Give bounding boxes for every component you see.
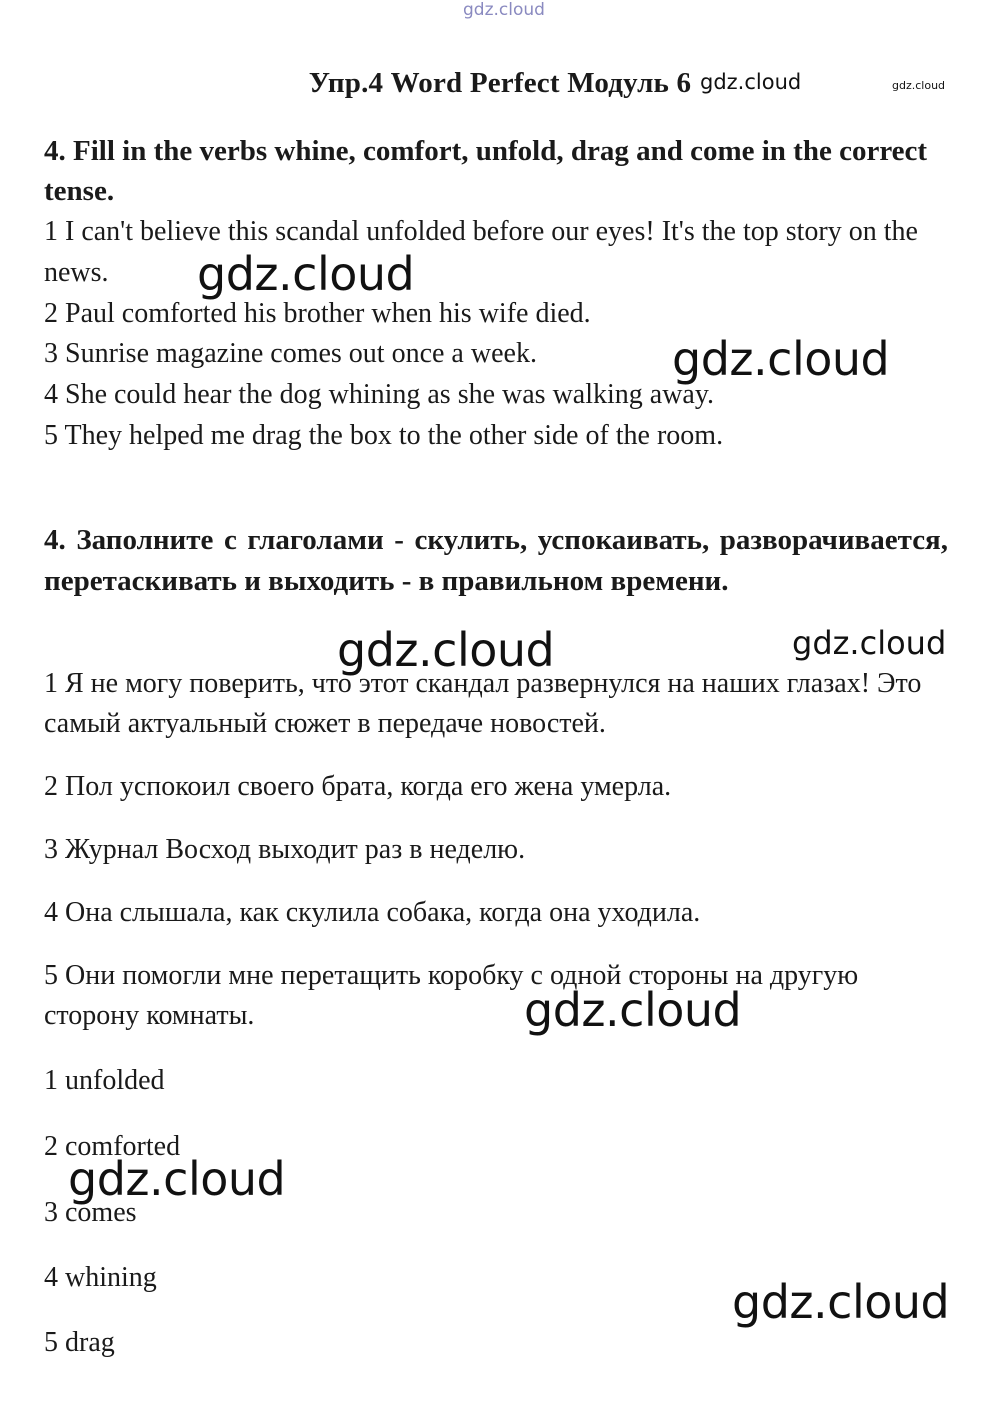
watermark: gdz.cloud bbox=[672, 332, 890, 386]
answer-2: 2 comforted bbox=[44, 1131, 181, 1162]
exercise-heading-ru: 4. Заполните с глаголами - скулить, успокаивать, разворачивается, перетаскивать и выходить - в правильном времени. bbox=[44, 524, 948, 597]
sentence-ru-5: 5 Они помогли мне перетащить коробку с одной стороны на другую сторону комнаты. bbox=[44, 960, 859, 1031]
sentence-en-1: 1 I can't believe this scandal unfolded before our eyes! It's the top story on the news. bbox=[44, 216, 918, 288]
sentence-en-3: 3 Sunrise magazine comes out once a week. bbox=[44, 338, 537, 370]
page-title: Упр.4 Word Perfect Модуль 6 bbox=[308, 67, 692, 99]
watermark: gdz.cloud bbox=[700, 70, 802, 94]
sentence-ru-2: 2 Пол успокоил своего брата, когда его жена умерла. bbox=[44, 771, 672, 802]
answer-5: 5 drag bbox=[44, 1327, 115, 1358]
answer-4: 4 whining bbox=[44, 1262, 157, 1293]
sentence-en-2: 2 Paul comforted his brother when his wife died. bbox=[44, 297, 591, 329]
sentence-ru-4: 4 Она слышала, как скулила собака, когда она уходила. bbox=[44, 897, 701, 928]
watermark: gdz.cloud bbox=[732, 1275, 950, 1329]
watermark: gdz.cloud bbox=[524, 983, 742, 1037]
watermark: gdz.cloud bbox=[337, 623, 555, 677]
exercise-heading-en: 4. Fill in the verbs whine, comfort, unfold, drag and come in the correct tense. bbox=[44, 135, 928, 207]
sentence-ru-3: 3 Журнал Восход выходит раз в неделю. bbox=[44, 834, 526, 865]
answer-1: 1 unfolded bbox=[44, 1065, 165, 1096]
watermark: gdz.cloud bbox=[792, 624, 947, 662]
watermark: gdz.cloud bbox=[463, 0, 545, 20]
sentence-en-4: 4 She could hear the dog whining as she was walking away. bbox=[44, 379, 715, 411]
watermark: gdz.cloud bbox=[892, 79, 946, 92]
watermark: gdz.cloud bbox=[68, 1152, 286, 1206]
sentence-ru-1: 1 Я не могу поверить, что этот скандал развернулся на наших глазах! Это самый актуальный сюжет в передаче новостей. bbox=[44, 668, 922, 739]
sentence-en-5: 5 They helped me drag the box to the other side of the room. bbox=[44, 419, 724, 451]
watermark: gdz.cloud bbox=[197, 247, 415, 301]
answer-3: 3 comes bbox=[44, 1197, 137, 1228]
